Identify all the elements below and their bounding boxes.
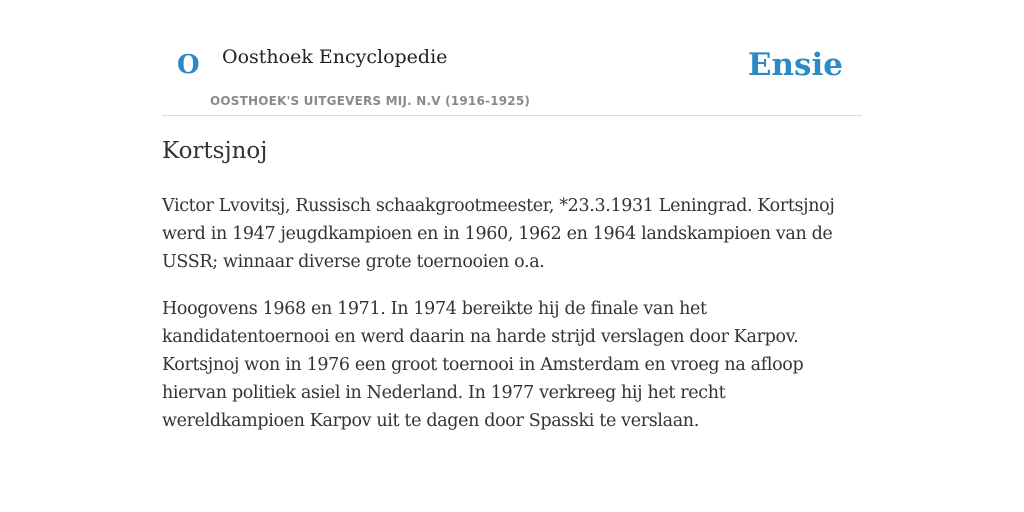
ensie-logo-link[interactable]: Ensie	[747, 47, 843, 83]
article-paragraph: Victor Lvovitsj, Russisch schaakgrootmeester, *23.3.1931 Leningrad. Kortsjnoj werd in 1947 jeugdkampioen en in 1960, 1962 en 1964 landskampioen van de USSR; winnaar diverse grote toernooien o.a.	[162, 196, 835, 272]
article-title: Kortsjnoj	[162, 138, 268, 164]
publisher-label: OOSTHOEK'S UITGEVERS MIJ. N.V (1916-1925)	[210, 94, 531, 108]
oosthoek-logo-icon[interactable]: O	[177, 50, 200, 80]
page-container	[162, 0, 862, 431]
encyclopedia-title-link[interactable]: Oosthoek Encyclopedie	[222, 46, 448, 68]
site-header	[162, 0, 862, 116]
article-paragraph: Hoogovens 1968 en 1971. In 1974 bereikte hij de finale van het kandidatentoernooi en werd daarin na harde strijd verslagen door Karpov. Kortsjnoj won in 1976 een groot toernooi in Amsterdam en vroeg na afloop hiervan politiek asiel in Nederland. In 1977 verkreeg hij het recht wereldkampioen Karpov uit te dagen door Spasski te verslaan.	[162, 299, 804, 431]
